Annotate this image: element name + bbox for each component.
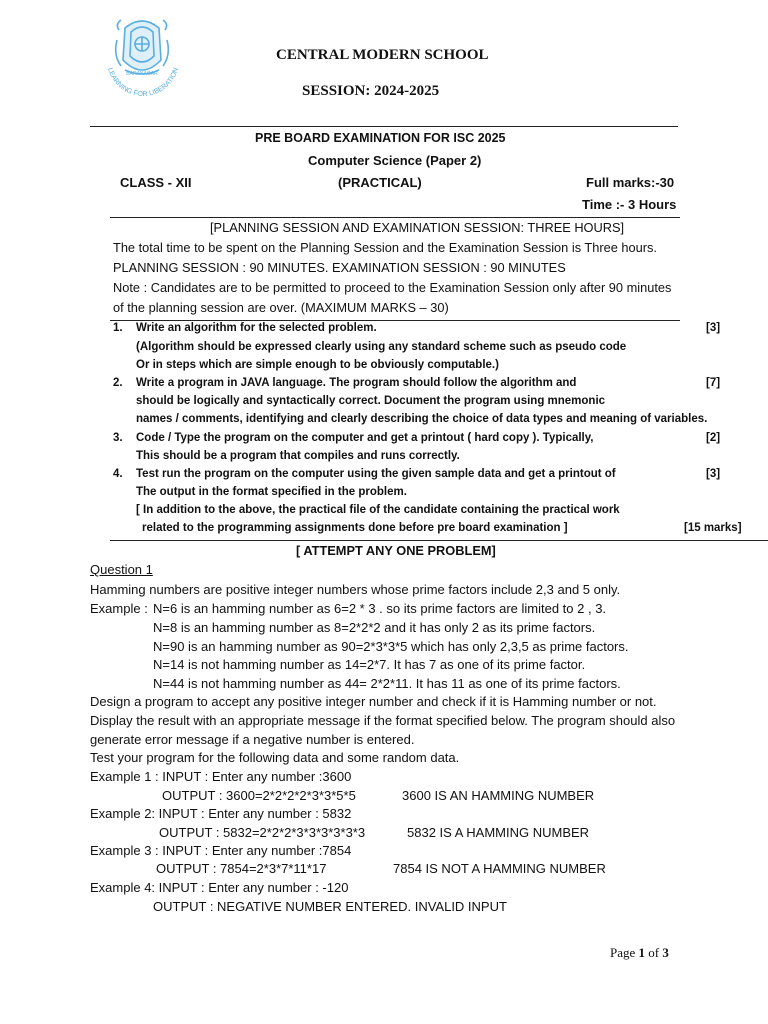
divider	[110, 540, 768, 541]
task-marks: [2]	[706, 432, 721, 444]
task-number: 4.	[113, 468, 123, 480]
practical-file-line: [ In addition to the above, the practical file of the candidate containing the practical work	[136, 504, 620, 516]
instruction-line: PLANNING SESSION : 90 MINUTES. EXAMINATION SESSION : 90 MINUTES	[113, 260, 566, 275]
design-line: Test your program for the following data and some random data.	[90, 750, 460, 765]
attempt-instruction: [ ATTEMPT ANY ONE PROBLEM]	[296, 543, 496, 558]
test-example-output: OUTPUT : 7854=2*3*7*11*17	[156, 861, 327, 876]
task-line: This should be a program that compiles and runs correctly.	[136, 450, 460, 462]
page-current: 1	[638, 945, 646, 960]
question-heading: Question 1	[90, 562, 153, 577]
page-total: 3	[662, 945, 669, 960]
question-intro: Hamming numbers are positive integer numbers whose prime factors include 2,3 and 5 only.	[90, 582, 621, 597]
task-line: Write a program in JAVA language. The program should follow the algorithm and	[136, 377, 577, 389]
example-line: N=90 is an hamming number as 90=2*3*3*5 which has only 2,3,5 as prime factors.	[153, 639, 629, 654]
practical-file-line: related to the programming assignments done before pre board examination ]	[142, 522, 568, 534]
design-line: Design a program to accept any positive integer number and check if it is Hamming number or not.	[90, 694, 657, 709]
school-name: CENTRAL MODERN SCHOOL	[276, 47, 489, 63]
exam-subject: Computer Science (Paper 2)	[308, 153, 482, 168]
test-example-result: 7854 IS NOT A HAMMING NUMBER	[393, 861, 606, 876]
example-line: N=44 is not hamming number as 44= 2*2*11. It has 11 as one of its prime factors.	[153, 676, 621, 691]
test-example-input: Example 1 : INPUT : Enter any number :3600	[90, 769, 352, 784]
full-marks: Full marks:-30	[586, 175, 675, 190]
instruction-line: The total time to be spent on the Planning Session and the Examination Session is Three hours.	[113, 240, 657, 255]
example-line: N=8 is an hamming number as 8=2*2*2 and it has only 2 as its prime factors.	[153, 620, 596, 635]
design-line: generate error message if a negative number is entered.	[90, 732, 415, 747]
task-number: 2.	[113, 377, 123, 389]
practical-file-marks: [15 marks]	[684, 522, 742, 534]
divider	[110, 320, 680, 321]
page-number	[610, 945, 669, 961]
task-line: Or in steps which are simple enough to be obviously computable.)	[136, 359, 499, 371]
task-number: 3.	[113, 432, 123, 444]
session-line: [PLANNING SESSION AND EXAMINATION SESSION: THREE HOURS]	[210, 220, 625, 235]
divider	[90, 126, 678, 127]
test-example-output: OUTPUT : NEGATIVE NUMBER ENTERED. INVALID INPUT	[153, 899, 507, 914]
task-line: Test run the program on the computer using the given sample data and get a printout of	[136, 468, 616, 480]
logo-motto: LEARNING FOR LIBERATION	[106, 66, 180, 99]
task-marks: [7]	[706, 377, 721, 389]
example-line: N=6 is an hamming number as 6=2 * 3 . so its prime factors are limited to 2 , 3.	[153, 601, 607, 616]
page-prefix: Page	[610, 945, 639, 960]
test-example-output: OUTPUT : 3600=2*2*2*2*3*3*5*5	[162, 788, 356, 803]
task-line: (Algorithm should be expressed clearly using any standard scheme such as pseudo code	[136, 341, 627, 353]
test-example-input: Example 4: INPUT : Enter any number : -120	[90, 880, 349, 895]
class-label: CLASS - XII	[120, 175, 192, 190]
page-of: of	[645, 945, 663, 960]
task-marks: [3]	[706, 468, 721, 480]
divider	[110, 217, 680, 218]
task-marks: [3]	[706, 322, 721, 334]
example-line: N=14 is not hamming number as 14=2*7. It has 7 as one of its prime factor.	[153, 657, 586, 672]
test-example-output: OUTPUT : 5832=2*2*2*3*3*3*3*3*3	[159, 825, 366, 840]
test-example-input: Example 3 : INPUT : Enter any number :7854	[90, 843, 352, 858]
test-example-result: 3600 IS AN HAMMING NUMBER	[402, 788, 595, 803]
practical-label: (PRACTICAL)	[338, 175, 422, 190]
task-line: Code / Type the program on the computer and get a printout ( hard copy ). Typically,	[136, 432, 594, 444]
test-example-result: 5832 IS A HAMMING NUMBER	[407, 825, 590, 840]
instruction-line: Note : Candidates are to be permitted to proceed to the Examination Session only after 90 minutes	[113, 280, 672, 295]
task-number: 1.	[113, 322, 123, 334]
session-title: SESSION: 2024-2025	[302, 83, 440, 99]
school-logo	[95, 10, 190, 105]
logo-top-text: BARANAGAR	[126, 71, 158, 77]
exam-title: PRE BOARD EXAMINATION FOR ISC 2025	[255, 131, 506, 145]
task-line: Write an algorithm for the selected problem.	[136, 322, 377, 334]
design-line: Display the result with an appropriate message if the format specified below. The program should also	[90, 713, 676, 728]
test-example-input: Example 2: INPUT : Enter any number : 5832	[90, 806, 352, 821]
task-line: names / comments, identifying and clearly describing the choice of data types and meaning of variables.	[136, 413, 708, 425]
exam-time: Time :- 3 Hours	[582, 197, 677, 212]
task-line: The output in the format specified in the problem.	[136, 486, 407, 498]
task-line: should be logically and syntactically correct. Document the program using mnemonic	[136, 395, 606, 407]
instruction-line: of the planning session are over. (MAXIMUM MARKS – 30)	[113, 300, 449, 315]
example-label: Example :	[90, 601, 148, 616]
